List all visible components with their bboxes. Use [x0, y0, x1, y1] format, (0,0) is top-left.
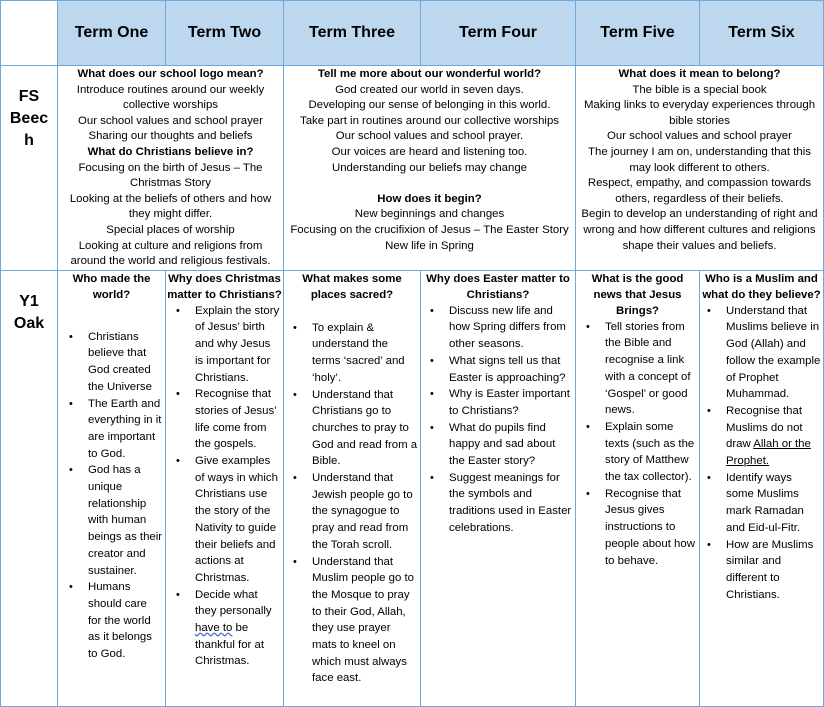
list-item: • Discuss new life and how Spring differs from other seasons.	[449, 303, 575, 353]
list-item: • Identify ways some Muslims mark Ramadan and Eid-ul-Fitr.	[726, 470, 823, 537]
unit-question: Who made the world?	[72, 272, 151, 301]
text-line: Introduce routines around our weekly collective worships	[76, 83, 265, 112]
unit-question: Why does Easter matter to Christians?	[426, 272, 570, 301]
row-label-line: Y1	[19, 292, 39, 310]
section-title: What does it mean to belong?	[618, 68, 781, 80]
section-title: Tell me more about our wonderful world?	[317, 68, 542, 80]
header-row	[1, 1, 824, 66]
text-line: Developing our sense of belonging in this world.	[308, 99, 551, 112]
term-one-header: Term One	[58, 1, 166, 66]
text-line: Respect, empathy, and compassion towards others, regardless of their beliefs.	[587, 177, 812, 205]
fs-terms-three-four	[284, 66, 576, 271]
row-label-line: FS	[18, 88, 40, 105]
term-two-header: Term Two	[166, 1, 284, 66]
text-line: Our school values and school prayer.	[335, 130, 524, 143]
y1-term-three-cell	[284, 270, 421, 706]
text-line: Making links to everyday experiences through bible stories	[583, 99, 816, 127]
y1-term-four-cell	[421, 270, 576, 706]
list-item: • Christians believe that God created the Universe	[88, 329, 165, 396]
fs-terms-five-six	[576, 66, 824, 271]
objectives-list	[700, 303, 823, 604]
text-line: Looking at culture and religions from around the world and religious festivals.	[70, 239, 271, 268]
fs-beech-row-label	[1, 66, 58, 271]
list-item: • Suggest meanings for the symbols and traditions used in Easter celebrations.	[449, 470, 575, 537]
list-item: • Understand that Christians go to churches to pray to God and read from a Bible.	[312, 387, 420, 471]
list-item: • Give examples of ways in which Christians use the story of the Nativity to guide their beliefs and actions at Christmas.	[195, 453, 283, 587]
list-item: • Explain the story of Jesus’ birth and why Jesus is important for Christians.	[195, 303, 283, 387]
list-item: • Explain some texts (such as the story of Matthew the tax collector).	[605, 419, 699, 486]
list-item: • What signs tell us that Easter is approaching?	[449, 353, 575, 386]
fs-beech-row	[1, 66, 824, 271]
list-item: • How are Muslims similar and different to Christians.	[726, 537, 823, 604]
text-line: Begin to develop an understanding of right and wrong and how different cultures and religions shape their values and beliefs.	[581, 208, 818, 252]
y1-oak-row	[1, 270, 824, 706]
spellcheck-flagged-text: have to	[195, 622, 233, 635]
unit-question: What makes some places sacred?	[302, 272, 402, 301]
text-line: Focusing on the crucifixion of Jesus – The Easter Story	[290, 223, 569, 236]
text-line: Sharing our thoughts and beliefs	[88, 130, 253, 143]
list-item: • To explain & understand the terms ‘sacred’ and ‘holy’.	[312, 320, 420, 387]
list-item: • Recognise that Jesus gives instructions to people about how to behave.	[605, 486, 699, 570]
list-item: • Decide what they personally have to be thankful for at Christmas.	[195, 587, 283, 671]
row-label-line: Oak	[13, 314, 45, 332]
text-line: Looking at the beliefs of others and how they might differ.	[69, 192, 272, 221]
unit-question: Who is a Muslim and what do they believe?	[702, 272, 821, 301]
underlined-text: Allah or the Prophet.	[726, 438, 811, 468]
y1-term-two-cell	[166, 270, 284, 706]
text-line: The bible is a special book	[632, 83, 767, 96]
list-item: • Understand that Jewish people go to the synagogue to pray and read from the Torah scroll.	[312, 470, 420, 554]
objectives-list	[576, 319, 699, 570]
y1-term-six-cell	[700, 270, 824, 706]
section-title: What does our school logo mean?	[77, 68, 264, 80]
text-line: New life in Spring	[385, 239, 474, 252]
text-line: Our voices are heard and listening too.	[331, 145, 528, 158]
objectives-list	[421, 303, 575, 537]
text-line: New beginnings and changes	[354, 208, 505, 221]
text-line: God created our world in seven days.	[335, 83, 524, 96]
list-item: • Why is Easter important to Christians?	[449, 386, 575, 419]
text-line: Focusing on the birth of Jesus – The Christmas Story	[78, 161, 263, 190]
unit-question: Why does Christmas matter to Christians?	[167, 272, 282, 301]
y1-term-five-cell	[576, 270, 700, 706]
term-three-header: Term Three	[284, 1, 421, 66]
unit-question: What is the good news that Jesus Brings?	[591, 272, 684, 317]
list-item: • Recognise that stories of Jesus’ life come from the gospels.	[195, 386, 283, 453]
corner-cell	[1, 1, 58, 66]
text-line: Take part in routines around our collective worships	[300, 114, 559, 127]
list-item: • Tell stories from the Bible and recognise a link with a concept of ‘Gospel’ or good news.	[605, 319, 699, 419]
text-line: Our school values and school prayer	[607, 130, 792, 143]
list-item: • Understand that Muslims believe in God (Allah) and follow the example of Prophet Muhammad.	[726, 303, 823, 403]
section-title: How does it begin?	[377, 192, 482, 205]
term-four-header: Term Four	[421, 1, 576, 66]
list-item: • What do pupils find happy and sad about the Easter story?	[449, 420, 575, 470]
list-item: • The Earth and everything in it are important to God.	[88, 396, 165, 463]
y1-oak-row-label	[1, 270, 58, 706]
row-label-line: Beech	[9, 110, 49, 149]
list-item: • Recognise that Muslims do not draw Allah or the Prophet.	[726, 403, 823, 470]
list-item: • God has a unique relationship with human beings as their creator and sustainer.	[88, 462, 165, 579]
y1-term-one-cell	[58, 270, 166, 706]
list-item: • Humans should care for the world as it belongs to God.	[88, 579, 165, 663]
term-five-header: Term Five	[576, 1, 700, 66]
list-item: • Understand that Muslim people go to the Mosque to pray to their God, Allah, they use prayer mats to kneel on which must always face east.	[312, 554, 420, 688]
text-line: Understanding our beliefs may change	[331, 161, 528, 174]
objectives-list	[284, 320, 420, 687]
text-line: Our school values and school prayer	[78, 114, 263, 127]
text-line: The journey I am on, understanding that this may look different to others.	[588, 145, 811, 174]
text-line: Special places of worship	[106, 223, 235, 236]
objectives-list	[166, 303, 283, 670]
term-six-header: Term Six	[700, 1, 824, 66]
fs-terms-one-two	[58, 66, 284, 271]
section-title: What do Christians believe in?	[87, 145, 254, 158]
objectives-list	[58, 329, 165, 663]
